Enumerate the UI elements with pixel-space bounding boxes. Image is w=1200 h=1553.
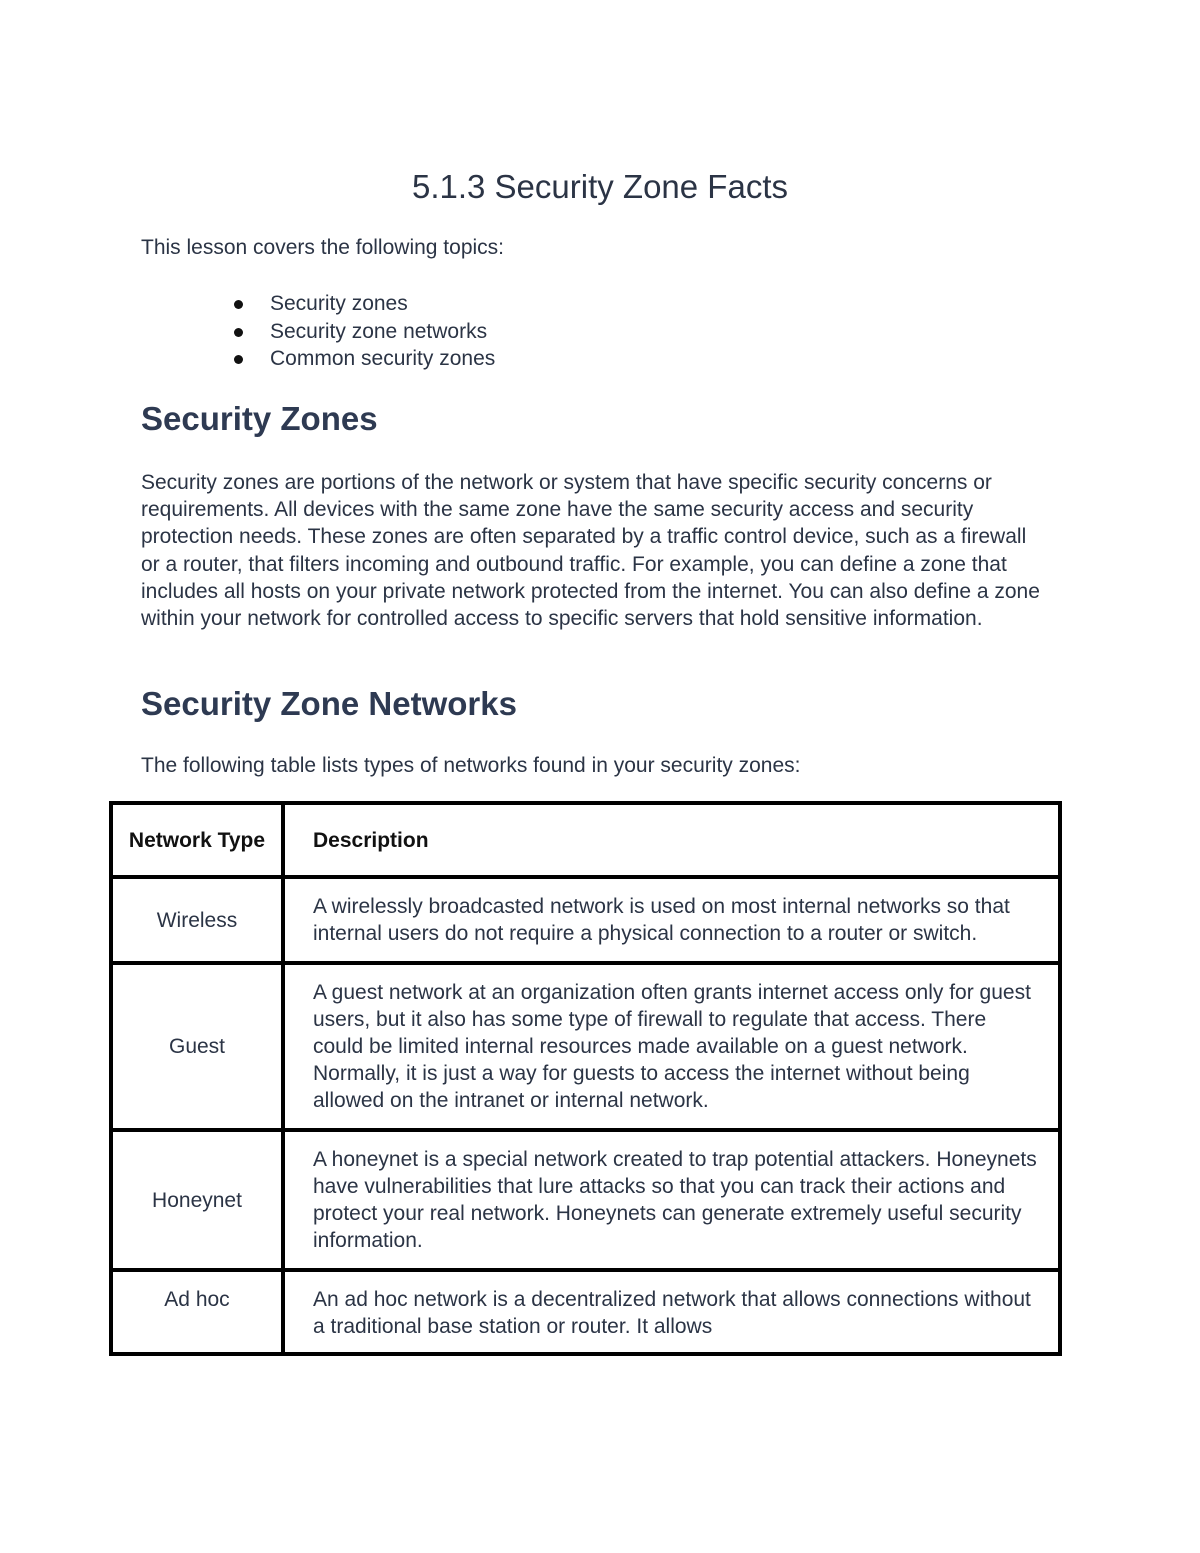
intro-text: This lesson covers the following topics: (141, 236, 504, 259)
bullet-icon (234, 300, 243, 309)
description-cell: An ad hoc network is a decentralized network that allows connections without a traditional base station or router. It allows (283, 1270, 1060, 1354)
topic-label: Security zone networks (270, 319, 488, 343)
section-body-table-intro: The following table lists types of networks found in your security zones: (141, 754, 801, 777)
table-row (111, 1270, 1060, 1354)
network-type-cell: Guest (111, 963, 283, 1130)
network-type-cell: Honeynet (111, 1130, 283, 1270)
table-row (111, 1130, 1060, 1270)
description-cell: A honeynet is a special network created to trap potential attackers. Honeynets have vulnerabilities that lure attacks so that you can track their actions and protect your real network. Honeynets can generate extremely useful security information. (283, 1130, 1060, 1270)
topic-label: Security zones (270, 292, 408, 315)
section-heading-security-zone-networks: Security Zone Networks (141, 685, 517, 722)
network-type-cell: Ad hoc (111, 1270, 283, 1354)
topic-list (141, 290, 495, 373)
column-header-network-type: Network Type (111, 803, 283, 877)
table-row (111, 877, 1060, 963)
bullet-icon (234, 355, 243, 364)
table-row (111, 963, 1060, 1130)
description-cell: A wirelessly broadcasted network is used on most internal networks so that internal users do not require a physical connection to a router or switch. (283, 877, 1060, 963)
column-header-description: Description (283, 803, 1060, 877)
list-item (141, 318, 495, 346)
document-title: 5.1.3 Security Zone Facts (411, 168, 788, 205)
list-item (141, 290, 495, 318)
table-header-row (111, 803, 1060, 877)
section-heading-security-zones: Security Zones (141, 400, 378, 437)
topic-label: Common security zones (270, 347, 496, 370)
list-item (141, 345, 495, 373)
network-types-table (109, 801, 1062, 1356)
section-body-security-zones: Security zones are portions of the network or system that have specific security concerns or requirements. All devices with the same zone have the same security access and security protection needs. These zones are often separated by a traffic control device, such as a firewall or a router, that filters incoming and outbound traffic. For example, you can define a zone that includes all hosts on your private network protected from the internet. You can also define a zone within your network for controlled access to specific servers that hold sensitive information. (141, 471, 1040, 631)
network-type-cell: Wireless (111, 877, 283, 963)
bullet-icon (234, 328, 243, 337)
description-cell: A guest network at an organization often grants internet access only for guest users, but it also has some type of firewall to regulate that access. There could be limited internal resources made available on a guest network. Normally, it is just a way for guests to access the internet without being allowed on the intranet or internal network. (283, 963, 1060, 1130)
